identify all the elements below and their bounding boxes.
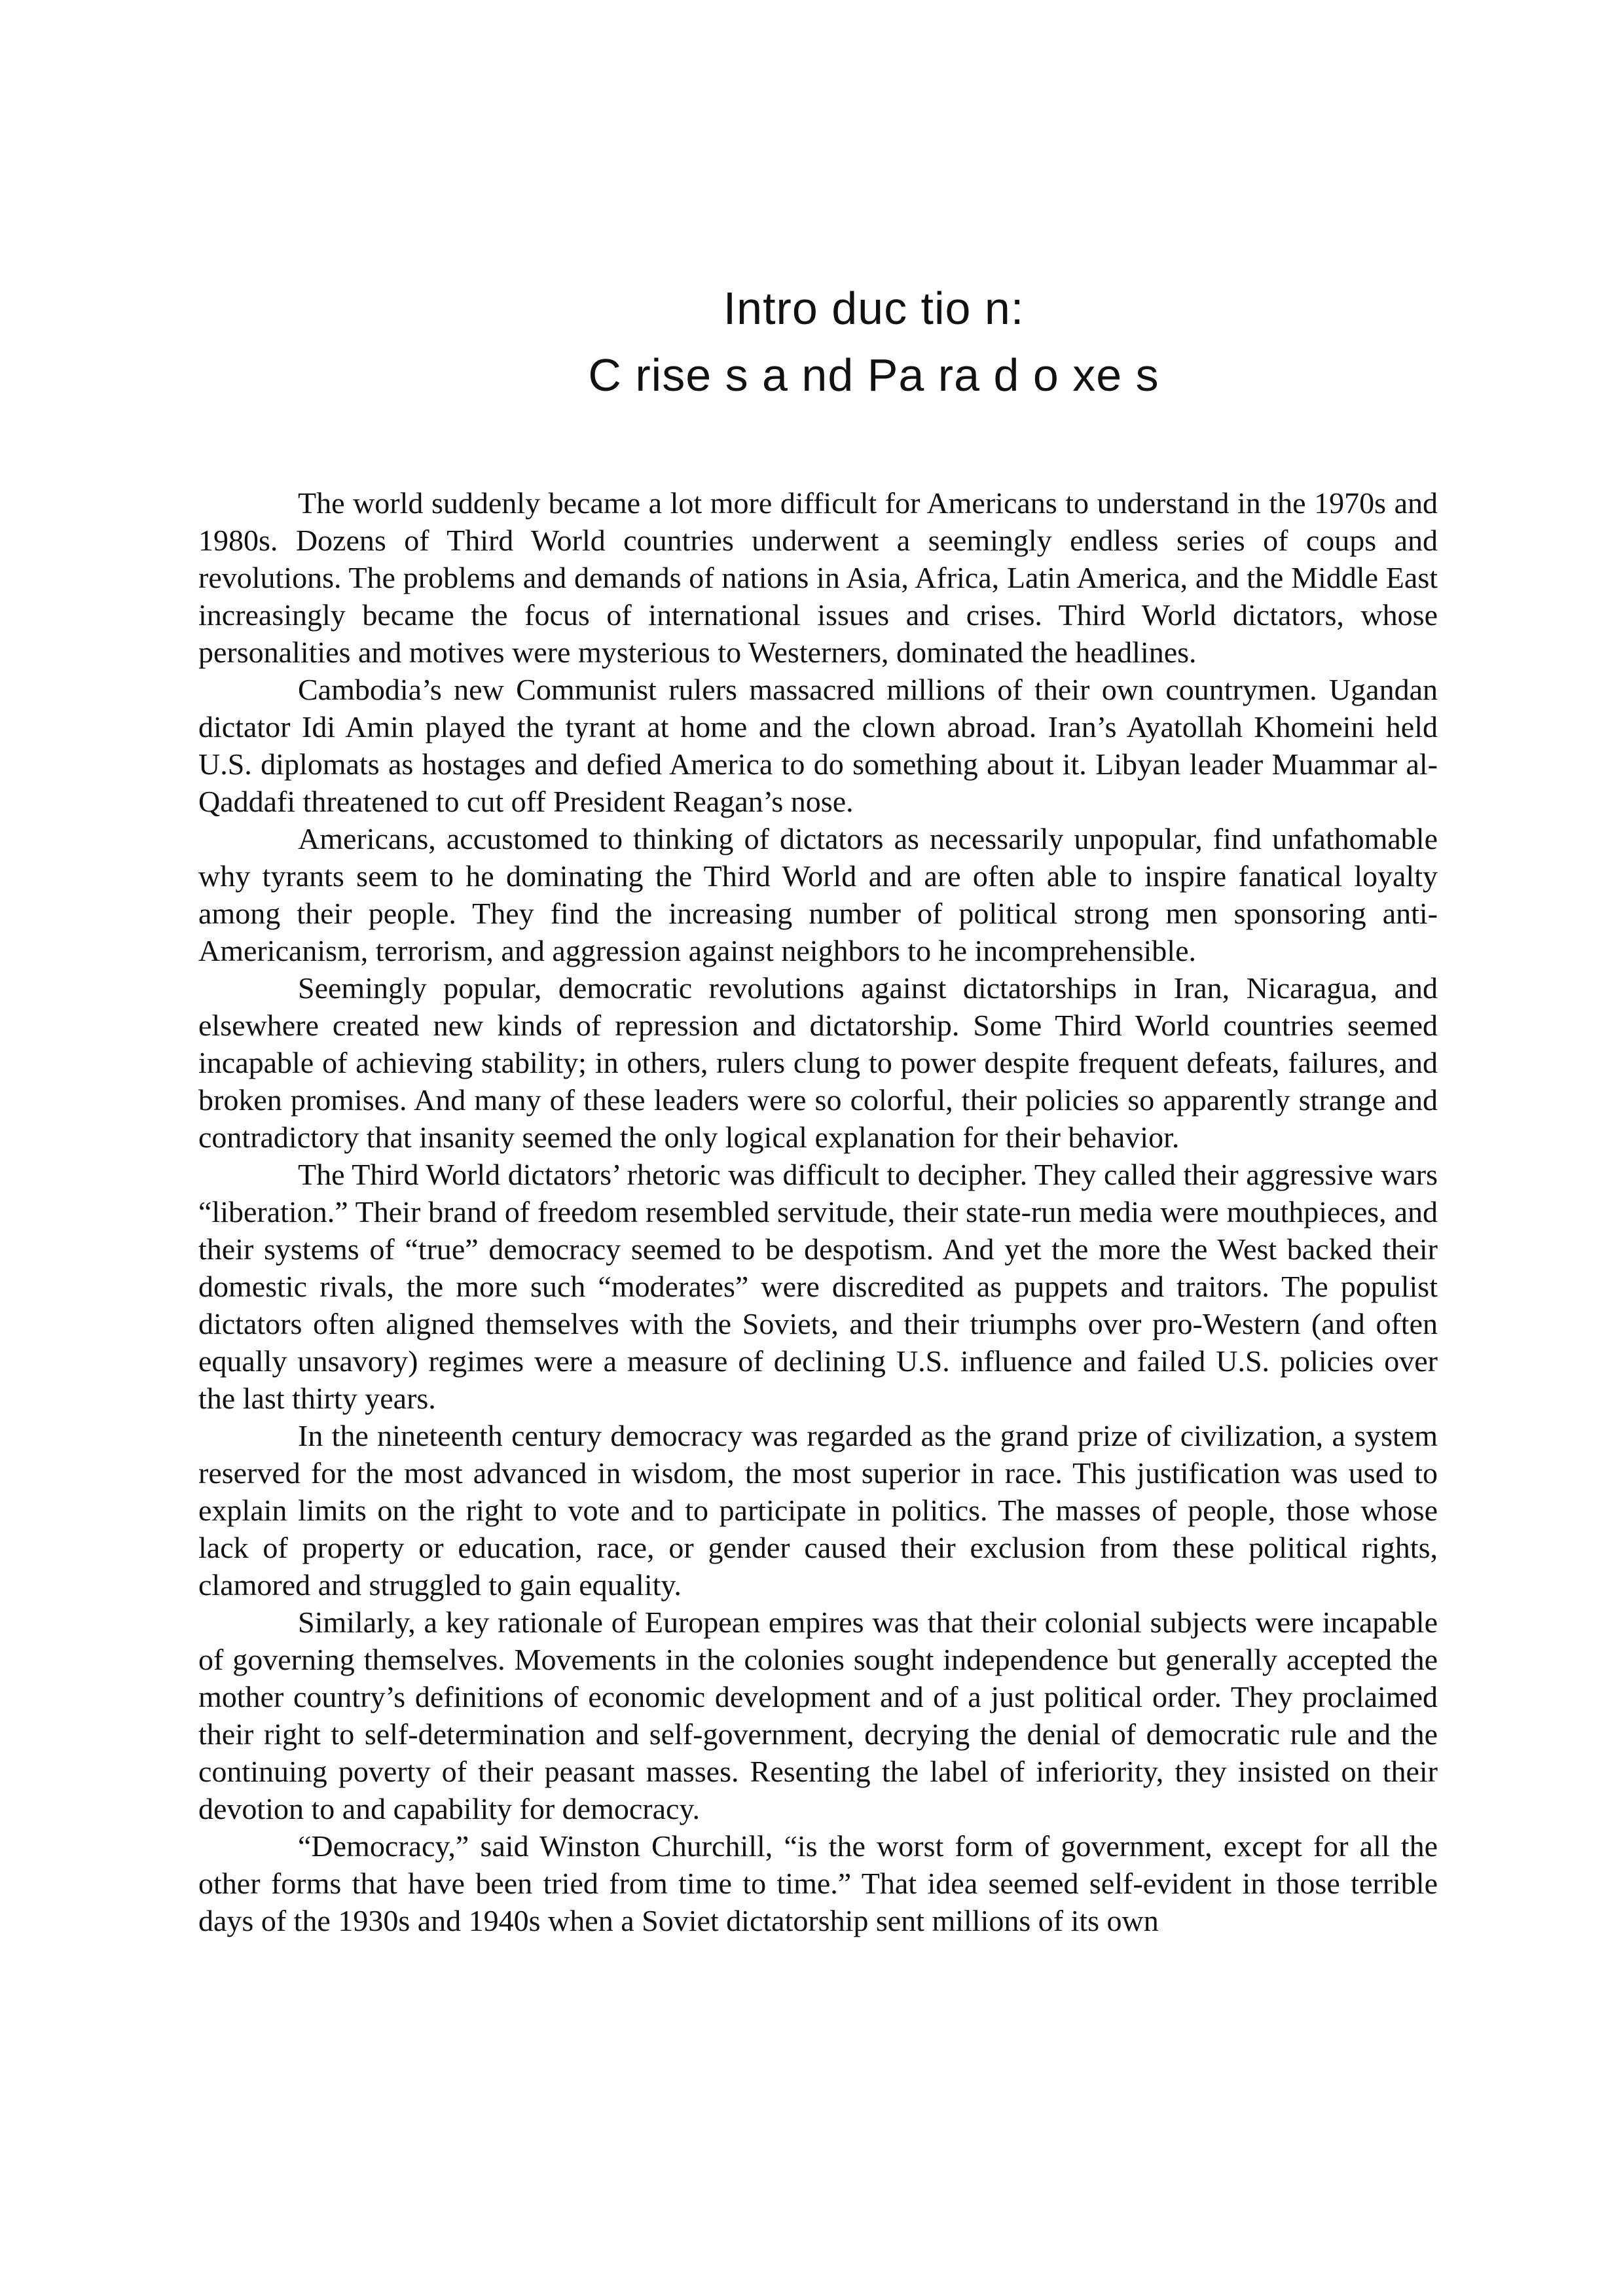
chapter-title-line-1: Intro duc tio n: [723,283,1025,334]
paragraph: “Democracy,” said Winston Churchill, “is the worst form of government, except for all the other forms that have been tried from time to time.” That idea seemed self-evident in those terrible days of the 1930s and 1940s when a Soviet dictatorship sent millions of its own [198,1829,1438,1937]
paragraph: Cambodia’s new Communist rulers massacred millions of their own countrymen. Ugandan dictator Idi Amin played the tyrant at home and the clown abroad. Iran’s Ayatollah Khomeini held U.S. diplomats as hostages and defied America to do something about it. Libyan leader Muammar al-Qaddafi threatened to cut off President Reagan’s nose. [198,673,1438,818]
paragraph: Similarly, a key rationale of European empires was that their colonial subjects were incapable of governing themselves. Movements in the colonies sought independence but generally accepted the mother country’s definitions of economic development and of a just political order. They proclaimed their right to self-determination and self-government, decrying the denial of democratic rule and the continuing poverty of their peasant masses. Resenting the label of inferiority, they insisted on their devotion to and capability for democracy. [198,1605,1438,1825]
paragraph: The world suddenly became a lot more difficult for Americans to understand in the 1970s and 1980s. Dozens of Third World countries underwent a seemingly endless series of coups and revolutions. The problems and demands of nations in Asia, Africa, Latin America, and the Middle East increasingly became the focus of international issues and crises. Third World dictators, whose personalities and motives were mysterious to Westerners, dominated the headlines. [198,486,1438,669]
paragraph: The Third World dictators’ rhetoric was difficult to decipher. They called their aggressive wars “liberation.” Their brand of freedom resembled servitude, their state-run media were mouthpieces, and their systems of “true” democracy seemed to be despotism. And yet the more the West backed their domestic rivals, the more such “moderates” were discredited as puppets and traitors. The populist dictators often aligned themselves with the Soviets, and their triumphs over pro-Western (and often equally unsavory) regimes were a measure of declining U.S. influence and failed U.S. policies over the last thirty years. [198,1158,1438,1415]
paragraph: Americans, accustomed to thinking of dictators as necessarily unpopular, find unfathomable why tyrants seem to he dominating the Third World and are often able to inspire fanatical loyalty among their people. They find the increasing number of political strong men sponsoring anti-Americanism, terrorism, and aggression against neighbors to he incomprehensible. [198,822,1438,967]
body-text [198,484,1438,1939]
chapter-title-line-2: C rise s a nd Pa ra d o xe s [588,350,1159,401]
paragraph: In the nineteenth century democracy was regarded as the grand prize of civilization, a system reserved for the most advanced in wisdom, the most superior in race. This justification was used to explain limits on the right to vote and to participate in politics. The masses of people, those whose lack of property or education, race, or gender caused their exclusion from these political rights, clamored and struggled to gain equality. [198,1419,1438,1602]
document-page [198,275,1438,1939]
chapter-title [310,275,1438,408]
paragraph: Seemingly popular, democratic revolutions against dictatorships in Iran, Nicaragua, and elsewhere created new kinds of repression and dictatorship. Some Third World countries seemed incapable of achieving stability; in others, rulers clung to power despite frequent defeats, failures, and broken promises. And many of these leaders were so colorful, their policies so apparently strange and contradictory that insanity seemed the only logical explanation for their behavior. [198,971,1438,1154]
